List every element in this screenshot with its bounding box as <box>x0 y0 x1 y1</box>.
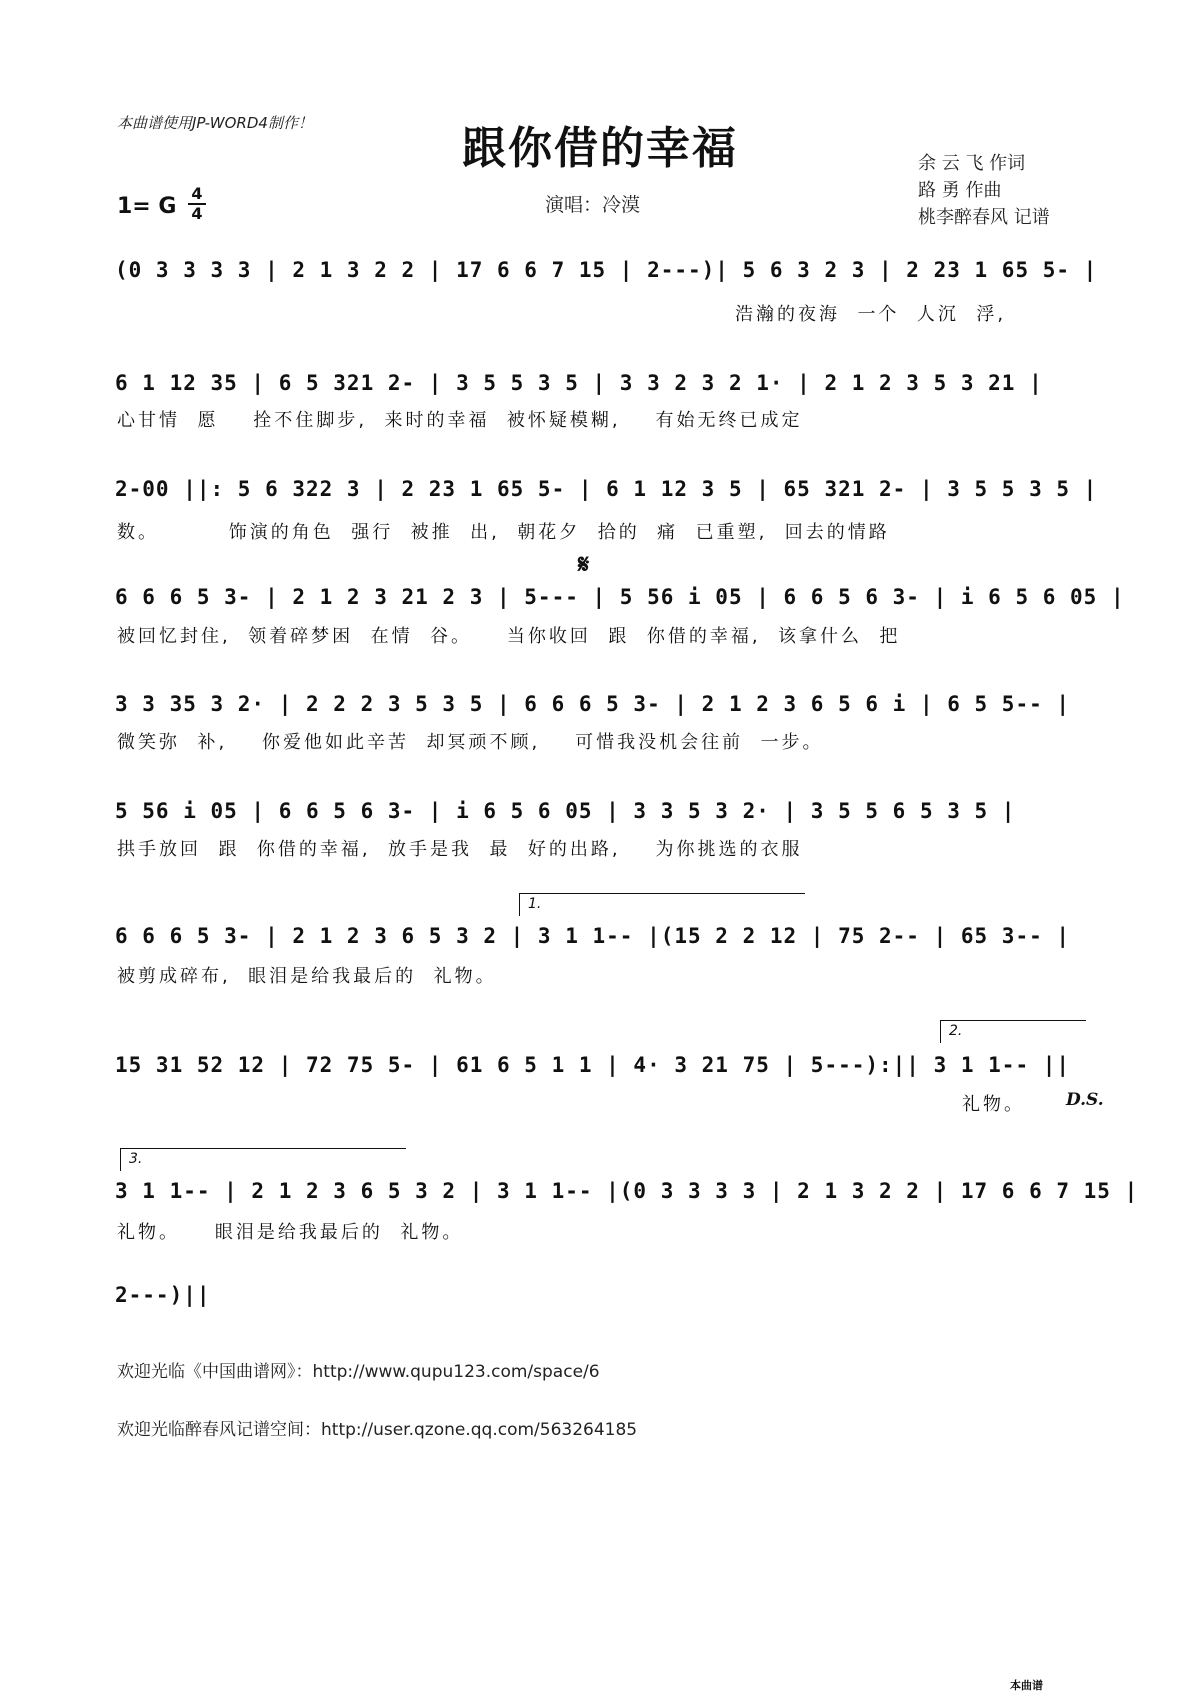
score-line-5: 3 3 35 3 2· | 2 2 2 3 5 3 5 | 6 6 6 5 3- | 2 1 2 3 6 5 6 i | 6 5 5-- | <box>115 692 1071 716</box>
footer-link-qupu[interactable]: 欢迎光临《中国曲谱网》：http://www.qupu123.com/space/6 <box>117 1362 600 1382</box>
transcriber: 桃李醉春风 记谱 <box>918 207 1050 228</box>
time-signature-top: 4 <box>191 184 203 203</box>
lyric-line-4: 被回忆封住, 领着碎梦困 在情 谷。 当你收回 跟 你借的幸福, 该拿什么 把 <box>117 626 901 647</box>
score-line-7: 6 6 6 5 3- | 2 1 2 3 6 5 3 2 | 3 1 1-- |(15 2 2 12 | 75 2-- | 65 3-- | <box>115 924 1071 948</box>
third-ending-label: 3. <box>129 1151 143 1167</box>
dal-segno-marking: D.S. <box>1066 1090 1104 1110</box>
singer-label: 演唱：冷漠 <box>545 194 641 216</box>
lyric-line-1: 浩瀚的夜海 一个 人沉 浮, <box>735 304 1007 325</box>
lyric-line-7: 被剪成碎布, 眼泪是给我最后的 礼物。 <box>117 966 497 987</box>
score-line-9: 3 1 1-- | 2 1 2 3 6 5 3 2 | 3 1 1-- |(0 3 3 3 3 | 2 1 3 2 2 | 17 6 6 7 15 | <box>115 1179 1139 1203</box>
key-signature: 1= G <box>117 194 177 219</box>
lyric-line-2: 心甘情 愿 拴不住脚步, 来时的幸福 被怀疑模糊, 有始无终已成定 <box>117 410 803 431</box>
song-title: 跟你借的幸福 <box>462 123 738 174</box>
score-line-3: 2-00 ||: 5 6 322 3 | 2 23 1 65 5- | 6 1 12 3 5 | 65 321 2- | 3 5 5 3 5 | <box>115 477 1098 501</box>
score-line-4: 6 6 6 5 3- | 2 1 2 3 21 2 3 | 5--- | 5 56 i 05 | 6 6 5 6 3- | i 6 5 6 05 | <box>115 585 1125 609</box>
footer-link-qzone[interactable]: 欢迎光临醉春风记谱空间：http://user.qzone.qq.com/563264185 <box>117 1420 638 1440</box>
score-line-1: (0 3 3 3 3 | 2 1 3 2 2 | 17 6 6 7 15 | 2---)| 5 6 3 2 3 | 2 23 1 65 5- | <box>115 258 1098 282</box>
first-ending-bracket <box>519 893 805 916</box>
first-ending-label: 1. <box>528 896 542 912</box>
lyric-line-8: 礼物。 <box>962 1094 1025 1115</box>
score-line-6: 5 56 i 05 | 6 6 5 6 3- | i 6 5 6 05 | 3 3 5 3 2· | 3 5 5 6 5 3 5 | <box>115 799 1016 823</box>
software-credit: 本曲谱使用JP-WORD4制作！ <box>117 114 313 132</box>
author-credits <box>918 150 1050 231</box>
lyric-line-5: 微笑弥 补, 你爱他如此辛苦 却冥顽不顾, 可惜我没机会往前 一步。 <box>117 732 824 753</box>
time-signature-bottom: 4 <box>191 204 203 223</box>
third-ending-bracket <box>120 1148 406 1171</box>
time-signature <box>188 186 206 222</box>
corner-label: 本曲谱 <box>1010 1679 1043 1692</box>
segno-sign: 𝄋 <box>578 550 590 580</box>
second-ending-label: 2. <box>949 1023 963 1039</box>
lyric-line-9: 礼物。 眼泪是给我最后的 礼物。 <box>117 1222 464 1243</box>
lyric-line-6: 拱手放回 跟 你借的幸福, 放手是我 最 好的出路, 为你挑选的衣服 <box>117 839 803 860</box>
lyricist: 余 云 飞 作词 <box>918 153 1026 174</box>
lyric-line-3: 数。 饰演的角色 强行 被推 出, 朝花夕 拾的 痛 已重塑, 回去的情路 <box>117 522 890 543</box>
score-line-10: 2---)|| <box>115 1283 211 1307</box>
composer: 路 勇 作曲 <box>918 180 1002 201</box>
score-line-2: 6 1 12 35 | 6 5 321 2- | 3 5 5 3 5 | 3 3 2 3 2 1· | 2 1 2 3 5 3 21 | <box>115 371 1043 395</box>
score-line-8: 15 31 52 12 | 72 75 5- | 61 6 5 1 1 | 4· 3 21 75 | 5---):|| 3 1 1-- || <box>115 1053 1071 1077</box>
second-ending-bracket <box>940 1020 1086 1043</box>
